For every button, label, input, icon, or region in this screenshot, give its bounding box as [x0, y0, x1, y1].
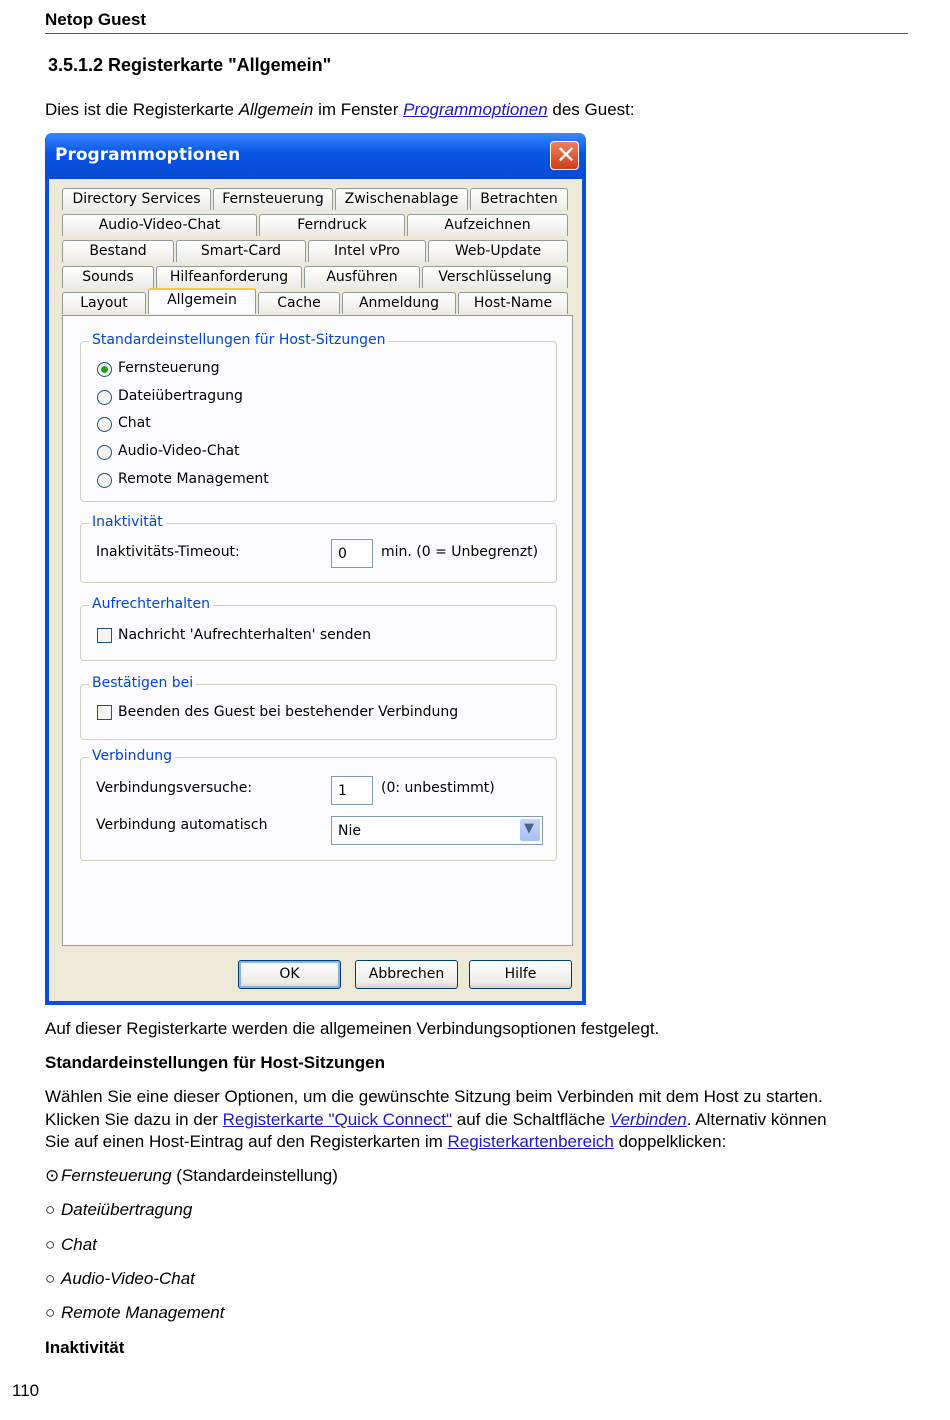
options-dialog	[45, 133, 586, 1005]
radio-label: Remote Management	[118, 471, 269, 487]
paragraph-general: Auf dieser Registerkarte werden die allgemeinen Verbindungsoptionen festgelegt.	[45, 1019, 660, 1038]
radio-icon: ○	[45, 1269, 56, 1288]
option-label: Fernsteuerung	[61, 1166, 172, 1185]
option-line	[45, 1269, 195, 1289]
group-keepalive	[80, 596, 557, 661]
option-line	[45, 1200, 192, 1220]
tab-zwischenablage[interactable]: Zwischenablage	[335, 188, 468, 210]
text: Sie auf einen Host-Eintrag auf den Registerkarten im	[45, 1132, 448, 1151]
link-verbinden[interactable]: Verbinden	[609, 1110, 687, 1129]
cancel-button[interactable]: Abbrechen	[355, 960, 458, 989]
connection-attempts-label: Verbindungsversuche:	[96, 780, 253, 796]
group-legend: Inaktivität	[89, 514, 166, 530]
option-line	[45, 1303, 224, 1323]
radio-label: Audio-Video-Chat	[118, 443, 240, 459]
auto-connect-label: Verbindung automatisch	[96, 817, 268, 833]
radio-remote-management[interactable]	[97, 473, 112, 488]
option-label: Remote Management	[61, 1303, 225, 1322]
group-legend: Standardeinstellungen für Host-Sitzungen	[89, 332, 388, 348]
tab-panel-allgemein	[62, 315, 573, 946]
confirm-exit-label: Beenden des Guest bei bestehender Verbindung	[118, 704, 459, 720]
radio-audio-video-chat[interactable]	[97, 445, 112, 460]
option-label: Audio-Video-Chat	[61, 1269, 195, 1288]
radio-dateiuebertragung[interactable]	[97, 390, 112, 405]
option-line	[45, 1235, 97, 1255]
radio-label: Fernsteuerung	[118, 360, 220, 376]
text: doppelklicken:	[613, 1132, 727, 1151]
option-line	[45, 1166, 338, 1186]
intro-emphasis: Allgemein	[238, 100, 314, 119]
group-legend: Verbindung	[89, 748, 175, 764]
keepalive-label: Nachricht 'Aufrechterhalten' senden	[118, 627, 372, 643]
paragraph-defaults-line2	[45, 1109, 827, 1131]
tab-intel-vpro[interactable]: Intel vPro	[308, 240, 426, 262]
subheading-inactivity: Inaktivität	[45, 1338, 125, 1357]
text: . Alternativ können	[686, 1110, 827, 1129]
tab-sounds[interactable]: Sounds	[62, 266, 154, 288]
radio-icon: ○	[45, 1200, 56, 1219]
group-inactivity	[80, 514, 557, 583]
subheading-defaults: Standardeinstellungen für Host-Sitzungen	[45, 1053, 386, 1072]
option-label: Chat	[61, 1235, 97, 1254]
close-icon: ✕	[556, 141, 577, 169]
option-suffix: (Standardeinstellung)	[171, 1166, 338, 1185]
tab-audio-video-chat[interactable]: Audio-Video-Chat	[62, 214, 257, 236]
paragraph-defaults-line3	[45, 1131, 726, 1153]
radio-fernsteuerung[interactable]	[97, 362, 112, 377]
tab-bestand[interactable]: Bestand	[62, 240, 174, 262]
connection-attempts-hint: (0: unbestimmt)	[381, 780, 495, 796]
group-legend: Aufrechterhalten	[89, 596, 213, 612]
group-default-sessions	[80, 332, 557, 502]
section-heading: 3.5.1.2 Registerkarte "Allgemein"	[48, 55, 332, 75]
text: auf die Schaltfläche	[452, 1110, 610, 1129]
radio-label: Chat	[118, 415, 151, 431]
tab-smart-card[interactable]: Smart-Card	[176, 240, 306, 262]
text: Klicken Sie dazu in der	[45, 1110, 223, 1129]
auto-connect-select[interactable]	[331, 816, 543, 845]
auto-connect-value: Nie	[338, 823, 361, 839]
tab-directory-services[interactable]: Directory Services	[62, 188, 211, 210]
link-quick-connect[interactable]: Registerkarte "Quick Connect"	[222, 1110, 453, 1129]
intro-text: des Guest:	[547, 100, 635, 119]
chevron-down-icon: ▼	[524, 821, 534, 836]
tab-anmeldung[interactable]: Anmeldung	[342, 292, 456, 314]
tab-verschluesselung[interactable]: Verschlüsselung	[422, 266, 568, 288]
dialog-titlebar	[45, 133, 586, 179]
radio-chat[interactable]	[97, 417, 112, 432]
connection-attempts-input[interactable]: 1	[331, 776, 373, 805]
radio-icon: ○	[45, 1235, 56, 1254]
link-programmoptionen[interactable]: Programmoptionen	[403, 100, 548, 119]
group-legend: Bestätigen bei	[89, 675, 196, 691]
radio-icon: ○	[45, 1303, 56, 1322]
tab-ausfuehren[interactable]: Ausführen	[304, 266, 420, 288]
option-label: Dateiübertragung	[61, 1200, 193, 1219]
page-number: 110	[12, 1381, 40, 1400]
inactivity-timeout-hint: min. (0 = Unbegrenzt)	[381, 544, 539, 560]
group-confirm	[80, 675, 557, 740]
inactivity-timeout-input[interactable]: 0	[331, 539, 373, 568]
intro-text: Dies ist die Registerkarte	[45, 100, 239, 119]
help-button[interactable]: Hilfe	[469, 960, 572, 989]
link-registerkartenbereich[interactable]: Registerkartenbereich	[447, 1132, 614, 1151]
tab-hilfeanforderung[interactable]: Hilfeanforderung	[156, 266, 302, 288]
intro-paragraph	[45, 99, 635, 121]
radio-label: Dateiübertragung	[118, 388, 243, 404]
radio-selected-icon: ⊙	[45, 1166, 60, 1185]
tab-layout[interactable]: Layout	[62, 292, 146, 314]
header-rule	[45, 33, 908, 34]
group-connection	[80, 748, 557, 861]
tab-betrachten[interactable]: Betrachten	[470, 188, 568, 210]
tab-ferndruck[interactable]: Ferndruck	[259, 214, 405, 236]
tab-host-name[interactable]: Host-Name	[458, 292, 568, 314]
tab-aufzeichnen[interactable]: Aufzeichnen	[407, 214, 568, 236]
paragraph-defaults-line1: Wählen Sie eine dieser Optionen, um die gewünschte Sitzung beim Verbinden mit dem Host zu starten.	[45, 1087, 823, 1106]
running-header: Netop Guest	[45, 10, 147, 29]
tab-fernsteuerung[interactable]: Fernsteuerung	[213, 188, 333, 210]
tab-cache[interactable]: Cache	[258, 292, 340, 314]
close-button[interactable]	[550, 141, 579, 170]
confirm-exit-checkbox[interactable]	[97, 705, 112, 720]
dropdown-button[interactable]	[520, 819, 540, 841]
intro-text: im Fenster	[313, 100, 404, 119]
keepalive-checkbox[interactable]	[97, 628, 112, 643]
tab-web-update[interactable]: Web-Update	[428, 240, 568, 262]
dialog-title: Programmoptionen	[55, 145, 241, 165]
tab-allgemein[interactable]: Allgemein	[148, 288, 256, 314]
ok-button[interactable]: OK	[238, 960, 341, 989]
inactivity-timeout-label: Inaktivitäts-Timeout:	[96, 544, 240, 560]
